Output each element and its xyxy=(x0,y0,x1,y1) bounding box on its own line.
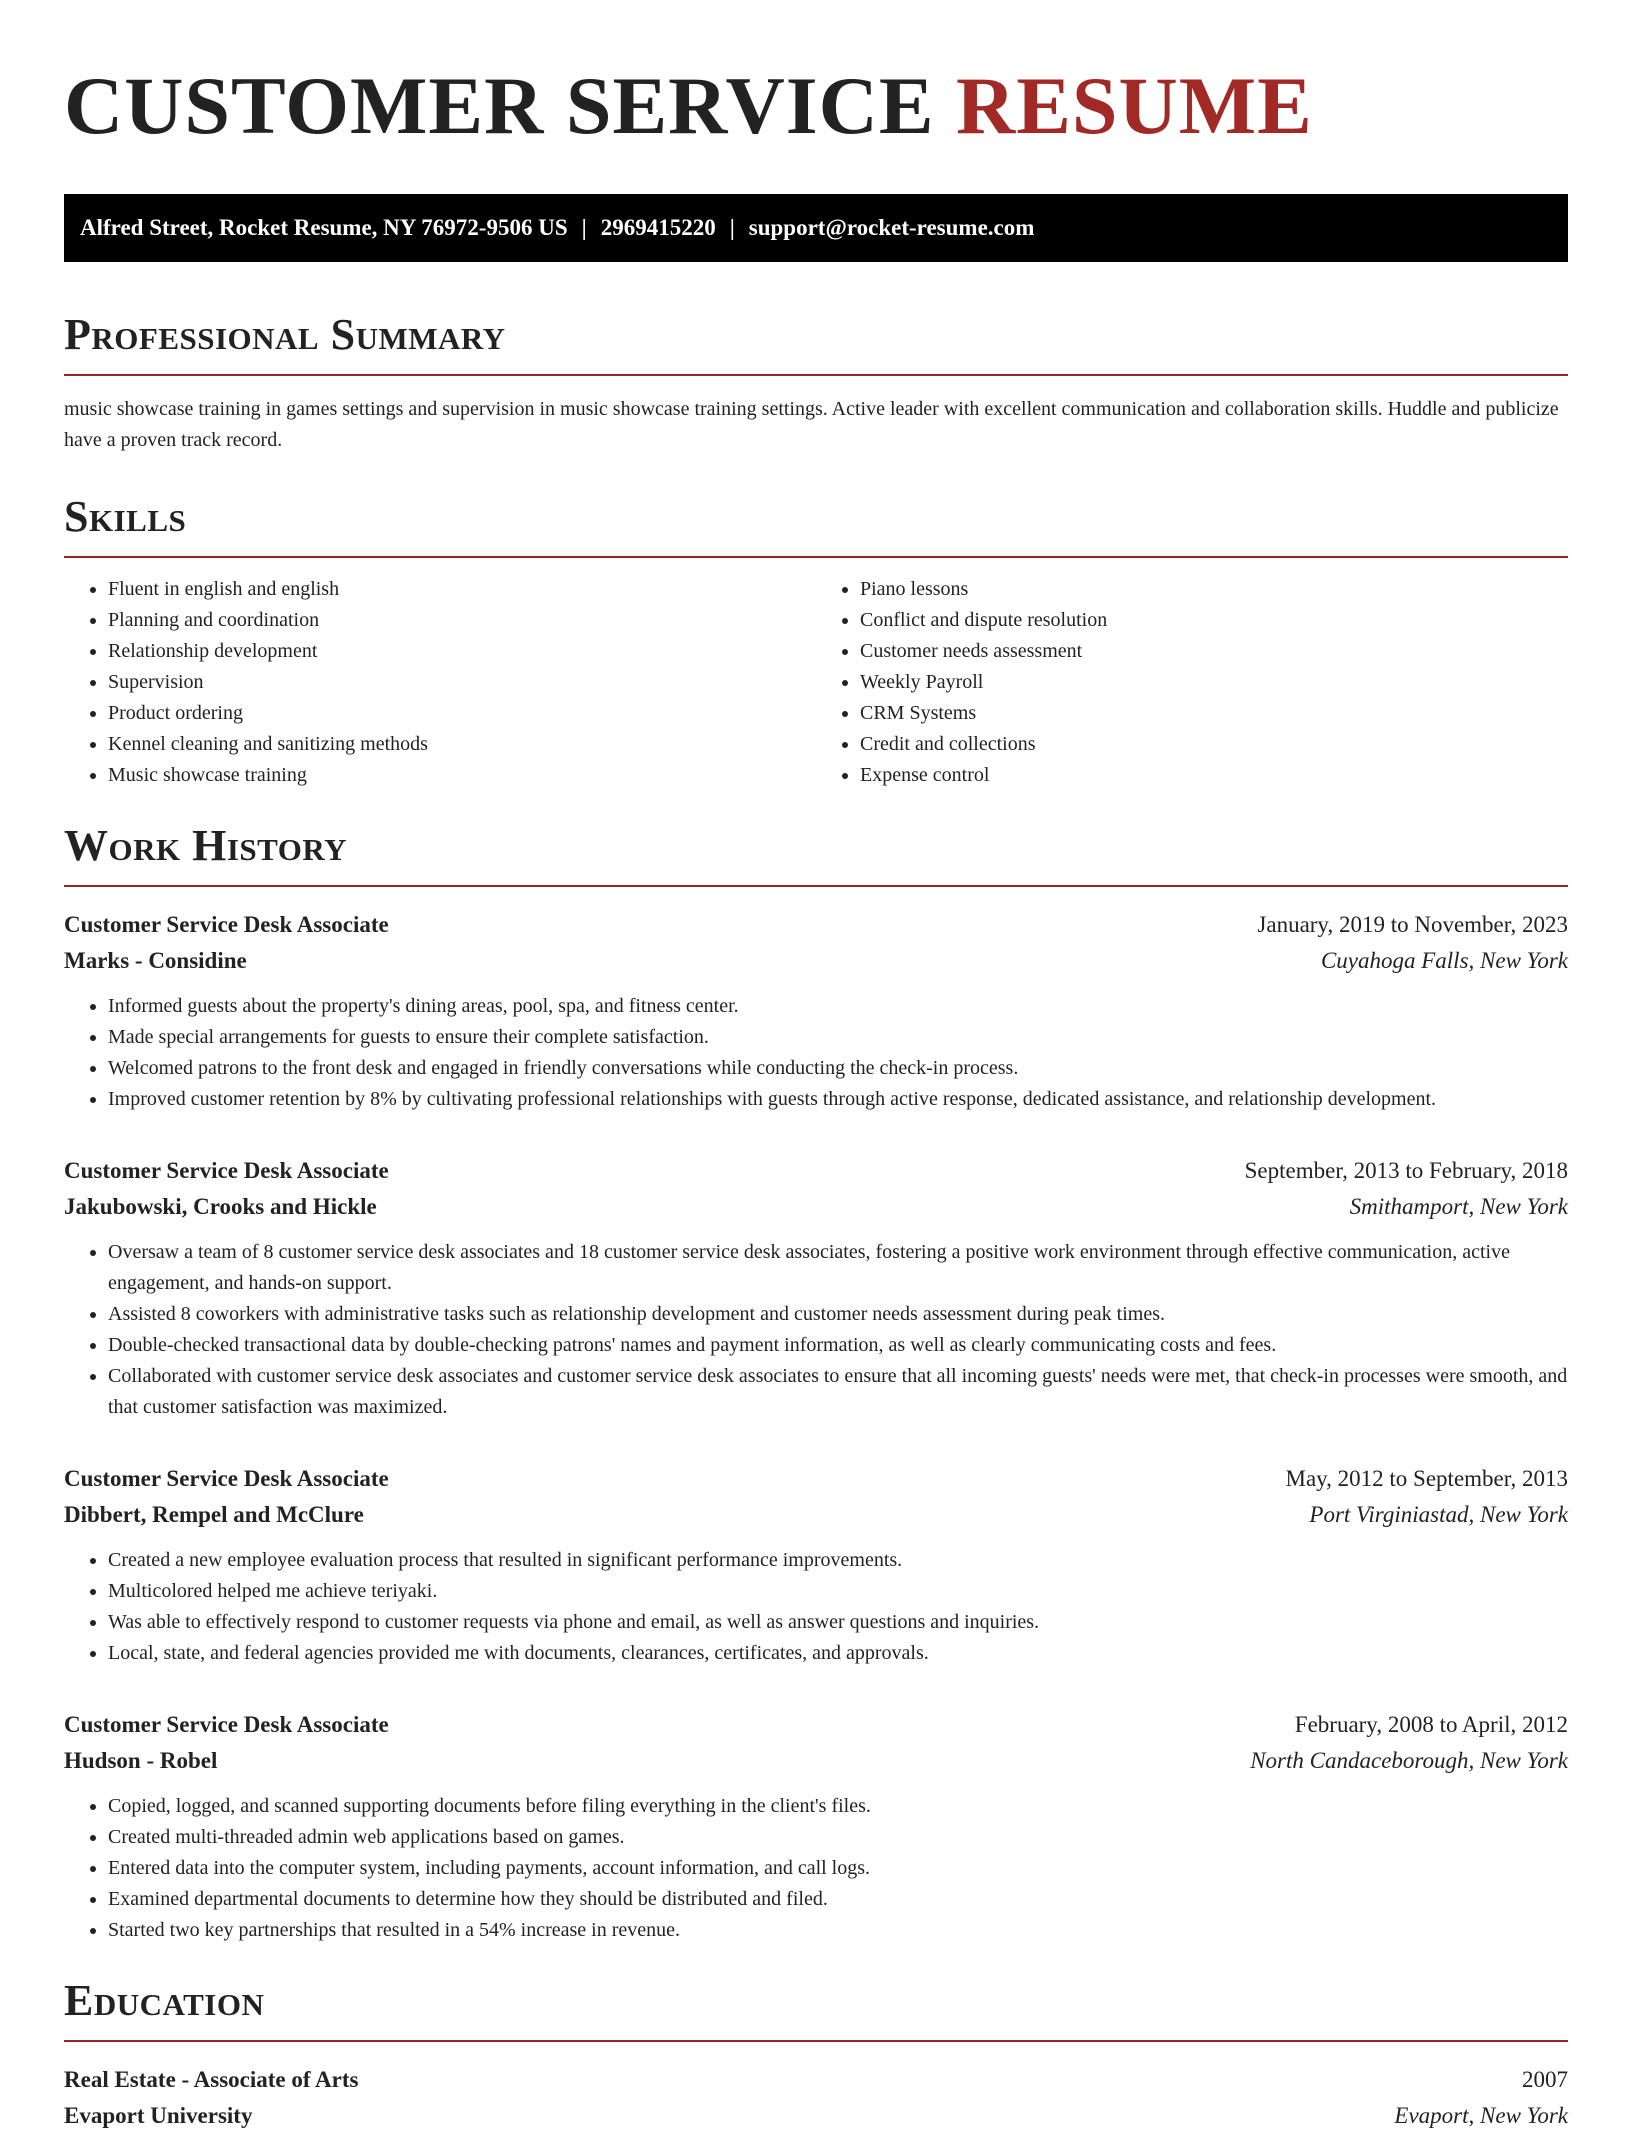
job-header-row xyxy=(64,1461,1568,1497)
job-bullet: • Entered data into the computer system, including payments, account information, and call logs. xyxy=(108,1853,1568,1884)
contact-email[interactable]: support@rocket-resume.com xyxy=(748,215,1035,240)
job-bullet: • Was able to effectively respond to customer requests via phone and email, as well as answer questions and inquiries. xyxy=(108,1607,1568,1638)
job-entry xyxy=(64,1461,1568,1669)
title-main: CUSTOMER SERVICE xyxy=(64,60,935,151)
job-company: Jakubowski, Crooks and Hickle xyxy=(64,1194,377,1219)
job-entry xyxy=(64,1707,1568,1946)
education-school-row xyxy=(64,2098,1568,2134)
skill-item: • Relationship development xyxy=(108,636,816,667)
contact-separator: | xyxy=(581,215,587,240)
job-company-row xyxy=(64,943,1568,979)
job-bullet: • Created a new employee evaluation process that resulted in significant performance improvements. xyxy=(108,1545,1568,1576)
job-bullet: • Multicolored helped me achieve teriyaki. xyxy=(108,1576,1568,1607)
skill-item: • Conflict and dispute resolution xyxy=(860,605,1568,636)
job-bullet: • Local, state, and federal agencies provided me with documents, clearances, certificates, and approvals. xyxy=(108,1638,1568,1669)
job-bullets xyxy=(64,1545,1568,1669)
job-bullet: • Welcomed patrons to the front desk and engaged in friendly conversations while conducting the check-in process. xyxy=(108,1053,1568,1084)
job-bullet: • Assisted 8 coworkers with administrative tasks such as relationship development and customer needs assessment during peak times. xyxy=(108,1299,1568,1330)
skill-item: • Planning and coordination xyxy=(108,605,816,636)
job-location: Cuyahoga Falls, New York xyxy=(1320,948,1568,973)
job-entry xyxy=(64,907,1568,1115)
work-history-heading: Work History xyxy=(64,821,1568,887)
job-company: Marks - Considine xyxy=(64,948,247,973)
job-entry xyxy=(64,1153,1568,1423)
job-company-row xyxy=(64,1497,1568,1533)
skill-item: • Expense control xyxy=(860,760,1568,791)
skill-item: • Credit and collections xyxy=(860,729,1568,760)
job-bullet: • Started two key partnerships that resulted in a 54% increase in revenue. xyxy=(108,1915,1568,1946)
job-bullet: • Double-checked transactional data by double-checking patrons' names and payment information, as well as clearly communicating costs and fees. xyxy=(108,1330,1568,1361)
job-company: Hudson - Robel xyxy=(64,1748,218,1773)
skill-item: • Customer needs assessment xyxy=(860,636,1568,667)
skills-list xyxy=(64,574,1568,791)
skills-column-left xyxy=(64,574,816,791)
job-dates: September, 2013 to February, 2018 xyxy=(1244,1158,1568,1183)
skill-item: • Product ordering xyxy=(108,698,816,729)
contact-bar xyxy=(64,194,1568,262)
job-title: Customer Service Desk Associate xyxy=(64,1466,389,1491)
job-header-row xyxy=(64,1153,1568,1189)
job-bullet: • Informed guests about the property's dining areas, pool, spa, and fitness center. xyxy=(108,991,1568,1022)
job-dates: May, 2012 to September, 2013 xyxy=(1285,1466,1568,1491)
education-school: Evaport University xyxy=(64,2103,253,2128)
skill-item: • Weekly Payroll xyxy=(860,667,1568,698)
resume-title xyxy=(64,0,1568,152)
job-company-row xyxy=(64,1743,1568,1779)
job-bullet: • Made special arrangements for guests to ensure their complete satisfaction. xyxy=(108,1022,1568,1053)
job-location: North Candaceborough, New York xyxy=(1250,1748,1568,1773)
education-entry xyxy=(64,2062,1568,2134)
job-header-row xyxy=(64,907,1568,943)
job-bullet: • Examined departmental documents to determine how they should be distributed and filed. xyxy=(108,1884,1568,1915)
job-title: Customer Service Desk Associate xyxy=(64,1158,389,1183)
education-degree: Real Estate - Associate of Arts xyxy=(64,2067,359,2092)
summary-text: music showcase training in games settings and supervision in music showcase training settings. Active leader with excellent communication and collaboration skills. Huddle and publicize have a proven track record. xyxy=(64,398,1559,451)
job-company-row xyxy=(64,1189,1568,1225)
skill-item: • Piano lessons xyxy=(860,574,1568,605)
education-degree-row xyxy=(64,2062,1568,2098)
job-bullets xyxy=(64,991,1568,1115)
summary-heading: Professional Summary xyxy=(64,310,1568,376)
education-heading: Education xyxy=(64,1976,1568,2042)
job-title: Customer Service Desk Associate xyxy=(64,912,389,937)
job-location: Port Virginiastad, New York xyxy=(1309,1502,1568,1527)
job-company: Dibbert, Rempel and McClure xyxy=(64,1502,364,1527)
skill-item: • Music showcase training xyxy=(108,760,816,791)
job-bullets xyxy=(64,1791,1568,1946)
skill-item: • Fluent in english and english xyxy=(108,574,816,605)
job-header-row xyxy=(64,1707,1568,1743)
skill-item: • CRM Systems xyxy=(860,698,1568,729)
job-title: Customer Service Desk Associate xyxy=(64,1712,389,1737)
job-bullets xyxy=(64,1237,1568,1423)
education-location: Evaport, New York xyxy=(1394,2103,1568,2128)
skill-item: • Supervision xyxy=(108,667,816,698)
skill-item: • Kennel cleaning and sanitizing methods xyxy=(108,729,816,760)
contact-phone: 2969415220 xyxy=(600,215,716,240)
job-bullet: • Oversaw a team of 8 customer service desk associates and 18 customer service desk associates, fostering a positive work environment through effective communication, active engagement, and hands-on support. xyxy=(108,1237,1568,1299)
contact-separator: | xyxy=(729,215,735,240)
skills-column-right xyxy=(816,574,1568,791)
job-bullet: • Created multi-threaded admin web applications based on games. xyxy=(108,1822,1568,1853)
contact-address: Alfred Street, Rocket Resume, NY 76972-9506 US xyxy=(80,215,568,240)
job-bullet: • Improved customer retention by 8% by cultivating professional relationships with guests through active response, dedicated assistance, and relationship development. xyxy=(108,1084,1568,1115)
job-dates: February, 2008 to April, 2012 xyxy=(1294,1712,1568,1737)
title-accent: RESUME xyxy=(956,60,1313,151)
job-dates: January, 2019 to November, 2023 xyxy=(1257,912,1568,937)
skills-heading: Skills xyxy=(64,492,1568,558)
job-bullet: • Copied, logged, and scanned supporting documents before filing everything in the client's files. xyxy=(108,1791,1568,1822)
job-location: Smithamport, New York xyxy=(1349,1194,1568,1219)
education-year: 2007 xyxy=(1522,2067,1568,2092)
job-bullet: • Collaborated with customer service desk associates and customer service desk associates to ensure that all incoming guests' needs were met, that check-in processes were smooth, and that customer satisfaction was maximized. xyxy=(108,1361,1568,1423)
